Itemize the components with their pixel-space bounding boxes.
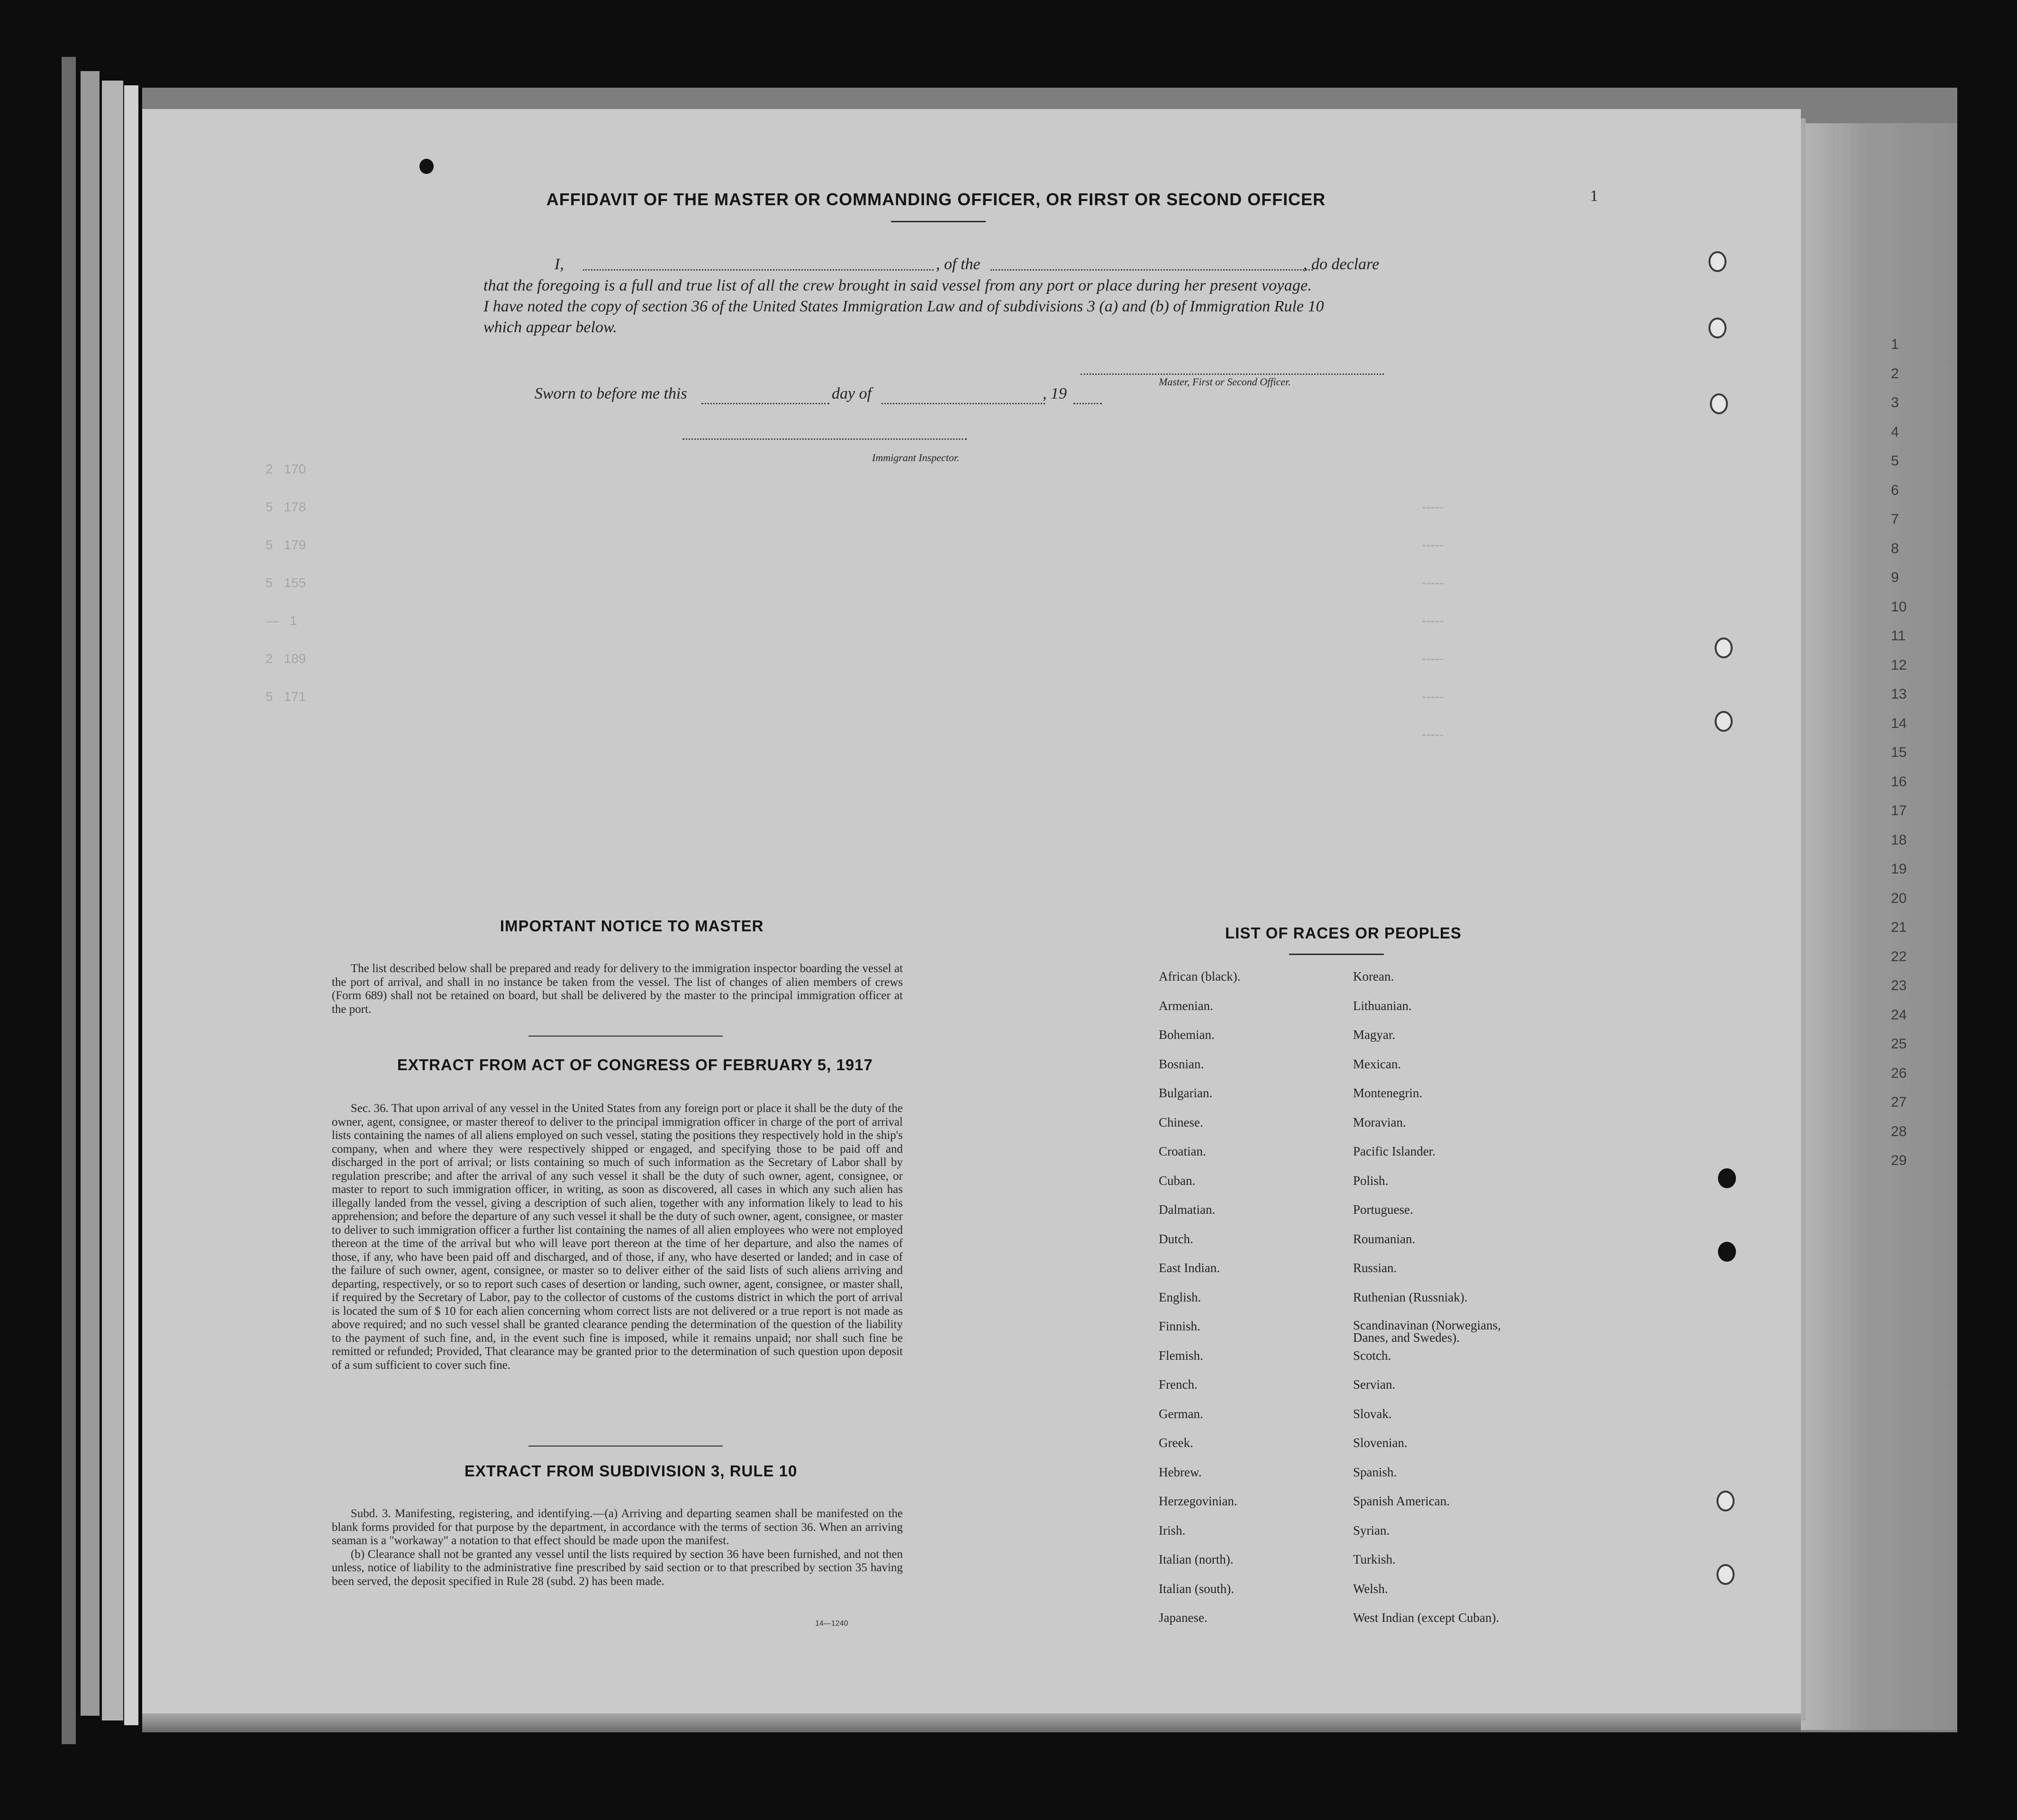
form-number: 14—1240 [815,1620,848,1628]
race-item: Slovenian. [1353,1436,1408,1450]
race-item: Spanish. [1353,1465,1397,1479]
race-item: Slovak. [1353,1406,1392,1421]
notice-heading: IMPORTANT NOTICE TO MASTER [500,917,764,935]
year-prefix-label: , 19 [1043,385,1067,402]
bleed-row-number: 3 [1891,395,1899,410]
bleed-through-column: 2 170 5 178 5 179 5 155 — 1 2 189 5 171 [265,462,306,704]
act-extract-heading: EXTRACT FROM ACT OF CONGRESS OF FEBRUARY 5, 1917 [397,1056,873,1074]
bleed-row-number: 2 [1891,365,1899,382]
binder-edge [62,57,76,1744]
bleed-row-number: 22 [1891,948,1907,965]
race-item: Ruthenian (Russniak). [1353,1290,1468,1304]
bleed-row-number: 8 [1891,540,1899,556]
race-item: Hebrew. [1159,1465,1202,1479]
rule-paragraph-a: Subd. 3. Manifesting, registering, and identifying.—(a) Arriving and departing seamen shall be manifested on the blank forms provided for that purpose by the department, in accordance with the terms of section 36. When an arriving seaman is a "workaway" a notation to that effect should be made upon the manifest. [332,1507,903,1547]
page-bottom-edge [142,1713,1801,1732]
rule-paragraph-b: (b) Clearance shall not be granted any vessel until the lists required by section 36 have been furnished, and not then unless, notice of liability to the administrative fine prescribed by said section or to that prescribed by section 35 having been served, the deposit specified in Rule 28 (subd. 2) has been made. [332,1547,903,1588]
bleed-row-number: 16 [1891,774,1907,790]
binder-edge [124,85,138,1725]
page-number: 1 [1590,187,1598,205]
punch-hole [1708,318,1726,338]
race-item: Bohemian. [1159,1028,1215,1042]
day-of-label: day of [832,385,872,402]
punch-hole [1715,711,1733,732]
bleed-row-number: 5 [1891,453,1899,469]
bleed-row-number: 9 [1891,570,1899,585]
officer-signature-field[interactable] [1081,373,1384,375]
bleed-row-number: 20 [1891,890,1907,906]
race-item: Russian. [1353,1261,1397,1275]
race-item: Roumanian. [1353,1231,1416,1246]
race-item: Dalmatian. [1159,1202,1216,1217]
bleed-row-number: 14 [1891,715,1907,731]
notice-divider [528,1036,723,1037]
punch-hole [1718,1242,1736,1262]
race-item: Lithuanian. [1353,998,1412,1013]
races-heading: LIST OF RACES OR PEOPLES [1225,924,1462,942]
race-item: Polish. [1353,1173,1389,1188]
race-item: Italian (north). [1159,1552,1234,1566]
race-item: Mexican. [1353,1056,1401,1071]
bleed-row-number: 26 [1891,1065,1907,1081]
race-item: Scotch. [1353,1348,1391,1363]
race-item: Japanese. [1159,1611,1208,1625]
bleed-row-number: 6 [1891,482,1899,498]
race-item: Herzegovinian. [1159,1494,1237,1508]
bleed-row-number: 29 [1891,1153,1907,1168]
race-item: Greek. [1159,1436,1193,1450]
rule-extract-body [332,1507,903,1588]
bleed-row-number: 13 [1891,686,1907,702]
race-item: Chinese. [1159,1115,1203,1129]
bleed-row-number: 24 [1891,1007,1907,1023]
vessel-of-the-label: , of the [936,255,981,273]
declaration-line-2: that the foregoing is a full and true list of all the crew brought in said vessel from any port or place during her present voyage. [483,277,1312,294]
do-declare-label: , do declare [1303,255,1380,273]
bleed-row-number: 4 [1891,424,1899,440]
race-item: Irish. [1159,1523,1186,1538]
bleed-row-number: 17 [1891,803,1907,819]
race-item: German. [1159,1406,1203,1421]
binder-edge [81,71,100,1716]
inspector-signature-field[interactable] [682,438,967,440]
bleed-row-number: 1 [1891,337,1899,352]
punch-hole [1717,1491,1735,1511]
race-item: West Indian (except Cuban). [1353,1611,1499,1625]
race-item: Flemish. [1159,1348,1203,1363]
notice-paragraph: The list described below shall be prepared and ready for delivery to the immigration inspector boarding the vessel at the port of arrival, and shall in no instance be taken from the vessel. The list of changes of alien members of crews (Form 689) shall not be retained on board, but shall be delivered by the master to the principal immigration officer at the port. [332,962,903,1016]
declarant-i-label: I, [554,255,564,273]
race-item: Cuban. [1159,1173,1196,1188]
declaration-line-3: I have noted the copy of section 36 of the United States Immigration Law and of subdivisions 3 (a) and (b) of Immigration Rule 10 [483,298,1324,315]
act-extract-paragraph: Sec. 36. That upon arrival of any vessel in the United States from any foreign port or place it shall be the duty of the owner, agent, consignee, or master thereof to deliver to the principal immigration officer in charge of the port of arrival lists containing the names of all aliens employed on such vessel, stating the positions they respectively hold in the ship's company, when and where they were respectively shipped or engaged, and specifying those to be paid off and discharged in the port of arrival; or lists containing so much of such information as the Secretary of Labor shall by regulation prescribe; and after the arrival of any such vessel it shall be the duty of such owner, agent, consignee, or master to report to such immigration officer, in writing, as soon as discovered, all cases in which any such alien has illegally landed from the vessel, giving a description of such alien, together with any information likely to lead to his apprehension; and before the departure of any such vessel it shall be the duty of such owner, agent, consignee, or master to deliver to such immigration officer a further list containing the names of all alien employees who were not employed thereon at the time of the arrival but who will leave port thereon at the time of her departure, and also the names of those, if any, who have been paid off and discharged, and of those, if any, who have deserted or landed; and in case of the failure of such owner, agent, consignee, or master so to deliver either of the said lists of such aliens arriving and departing, respectively, or so to report such cases of desertion or landing, such owner, agent, consignee, or master shall, if required by the Secretary of Labor, pay to the collector of customs of the customs district in which the port of arrival is located the sum of $ 10 for each alien concerning whom correct lists are not delivered or a true report is not made as above required; and no such vessel shall be granted clearance pending the determination of the question of the liability to the payment of such fine, and, in the event such fine is imposed, while it remains unpaid; nor shall such fine be remitted or refunded; Provided, That clearance may be granted prior to the determination of such question upon deposit of a sum sufficient to cover such fine. [332,1102,903,1372]
race-item: Montenegrin. [1353,1086,1423,1100]
race-item: East Indian. [1159,1261,1220,1275]
punch-hole [1715,637,1733,658]
bleed-row-number: 18 [1891,832,1907,848]
race-item: French. [1159,1377,1198,1392]
bleed-row-number: 25 [1891,1036,1907,1052]
punch-hole [1710,393,1728,414]
race-item: Pacific Islander. [1353,1144,1436,1158]
officer-signature-caption: Master, First or Second Officer. [1159,376,1291,388]
race-item: Turkish. [1353,1552,1396,1566]
race-item: Portuguese. [1353,1202,1413,1217]
bleed-row-number: 23 [1891,978,1907,993]
punch-hole [1708,251,1726,272]
race-item: Bosnian. [1159,1056,1204,1071]
race-item: Spanish American. [1353,1494,1450,1508]
bleed-row-number: 10 [1891,599,1907,615]
race-item: Welsh. [1353,1581,1388,1596]
declarant-name-field[interactable] [583,269,934,271]
race-item: Italian (south). [1159,1581,1234,1596]
act-extract-divider [528,1446,723,1447]
race-item: Bulgarian. [1159,1086,1213,1100]
race-item: African (black). [1159,969,1241,983]
bleed-row-number: 11 [1891,628,1906,644]
race-item: Croatian. [1159,1144,1206,1158]
act-extract-body [332,1102,903,1372]
race-item: English. [1159,1290,1201,1304]
race-item: Syrian. [1353,1523,1390,1538]
title-underline [891,221,986,222]
bleed-through-column: ----- ----- ----- ----- ----- ----- ----- [1422,500,1444,742]
race-item: Finnish. [1159,1319,1200,1333]
race-item: Moravian. [1353,1115,1406,1129]
bleed-row-number: 15 [1891,745,1907,760]
sworn-label: Sworn to before me this [535,385,687,402]
race-item: Korean. [1353,969,1394,983]
manifest-page [142,109,1801,1720]
punch-hole [419,159,434,174]
inspector-caption: Immigrant Inspector. [872,452,960,464]
race-item: Scandinavinan (Norwegians, Danes, and Swedes). [1353,1318,1501,1345]
bleed-row-number: 12 [1891,657,1907,673]
bleed-row-number: 28 [1891,1123,1907,1139]
bleed-through-panel [1796,123,1957,1730]
race-item: Dutch. [1159,1231,1193,1246]
notice-body [332,962,903,1016]
race-item: Servian. [1353,1377,1396,1392]
bleed-row-number: 7 [1891,511,1899,527]
bleed-row-number: 19 [1891,861,1907,877]
sworn-year-field[interactable] [1073,403,1102,404]
punch-hole [1718,1168,1736,1188]
sworn-month-field[interactable] [881,403,1045,404]
binder-edge [102,81,123,1720]
declaration-line-4: which appear below. [483,318,617,336]
affidavit-title: AFFIDAVIT OF THE MASTER OR COMMANDING OFFICER, OR FIRST OR SECOND OFFICER [546,190,1326,209]
races-heading-underline [1289,954,1384,955]
vessel-name-field[interactable] [990,269,1313,271]
bleed-row-number: 27 [1891,1094,1907,1110]
sworn-day-field[interactable] [701,403,829,404]
bleed-row-number: 21 [1891,919,1907,935]
race-item: Armenian. [1159,998,1213,1013]
punch-hole [1717,1564,1735,1585]
rule-extract-heading: EXTRACT FROM SUBDIVISION 3, RULE 10 [464,1462,798,1480]
race-item: Magyar. [1353,1028,1396,1042]
